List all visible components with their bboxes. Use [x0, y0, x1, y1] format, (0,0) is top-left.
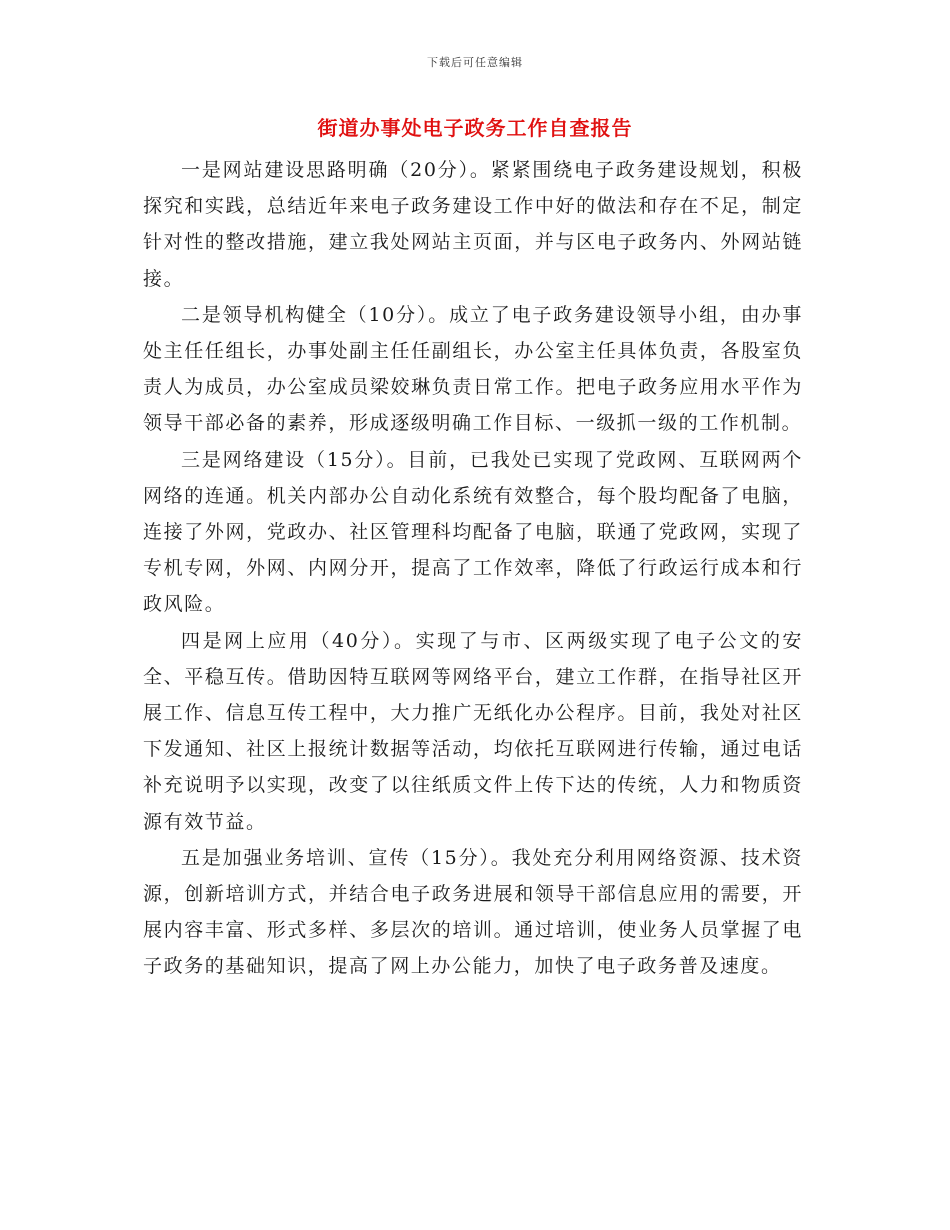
paragraph-network-construction: 三是网络建设（15分）。目前，已我处已实现了党政网、互联网两个网络的连通。机关内部办公自动化系统有效整合，每个股均配备了电脑，连接了外网，党政办、社区管理科均配备了电脑，联通了党政网，实现了专机专网，外网、内网分开，提高了工作效率，降低了行政运行成本和行政风险。: [143, 448, 803, 616]
header-note: 下载后可任意编辑: [427, 56, 523, 69]
paragraph-training: 五是加强业务培训、宣传（15分）。我处充分利用网络资源、技术资源，创新培训方式，并结合电子政务进展和领导干部信息应用的需要，开展内容丰富、形式多样、多层次的培训。通过培训，使业务人员掌握了电子政务的基础知识，提高了网上办公能力，加快了电子政务普及速度。: [143, 846, 803, 978]
paragraph-website-construction: 一是网站建设思路明确（20分）。紧紧围绕电子政务建设规划，积极探究和实践，总结近年来电子政务建设工作中好的做法和存在不足，制定针对性的整改措施，建立我处网站主页面，并与区电子政务内、外网站链接。: [143, 159, 803, 290]
paragraph-online-application: 四是网上应用（40分）。实现了与市、区两级实现了电子公文的安全、平稳互传。借助因特互联网等网络平台，建立工作群，在指导社区开展工作、信息互传工程中，大力推广无纸化办公程序。目前，我处对社区下发通知、社区上报统计数据等活动，均依托互联网进行传输，通过电话补充说明予以实现，改变了以往纸质文件上传下达的传统，人力和物质资源有效节益。: [143, 629, 803, 833]
document-title: 街道办事处电子政务工作自查报告: [317, 116, 633, 140]
paragraph-leadership: 二是领导机构健全（10分）。成立了电子政务建设领导小组，由办事处主任任组长，办事处副主任任副组长，办公室主任具体负责，各股室负责人为成员，办公室成员梁姣琳负责日常工作。把电子政务应用水平作为领导干部必备的素养，形成逐级明确工作目标、一级抓一级的工作机制。: [143, 303, 803, 435]
document-body: [143, 152, 803, 985]
